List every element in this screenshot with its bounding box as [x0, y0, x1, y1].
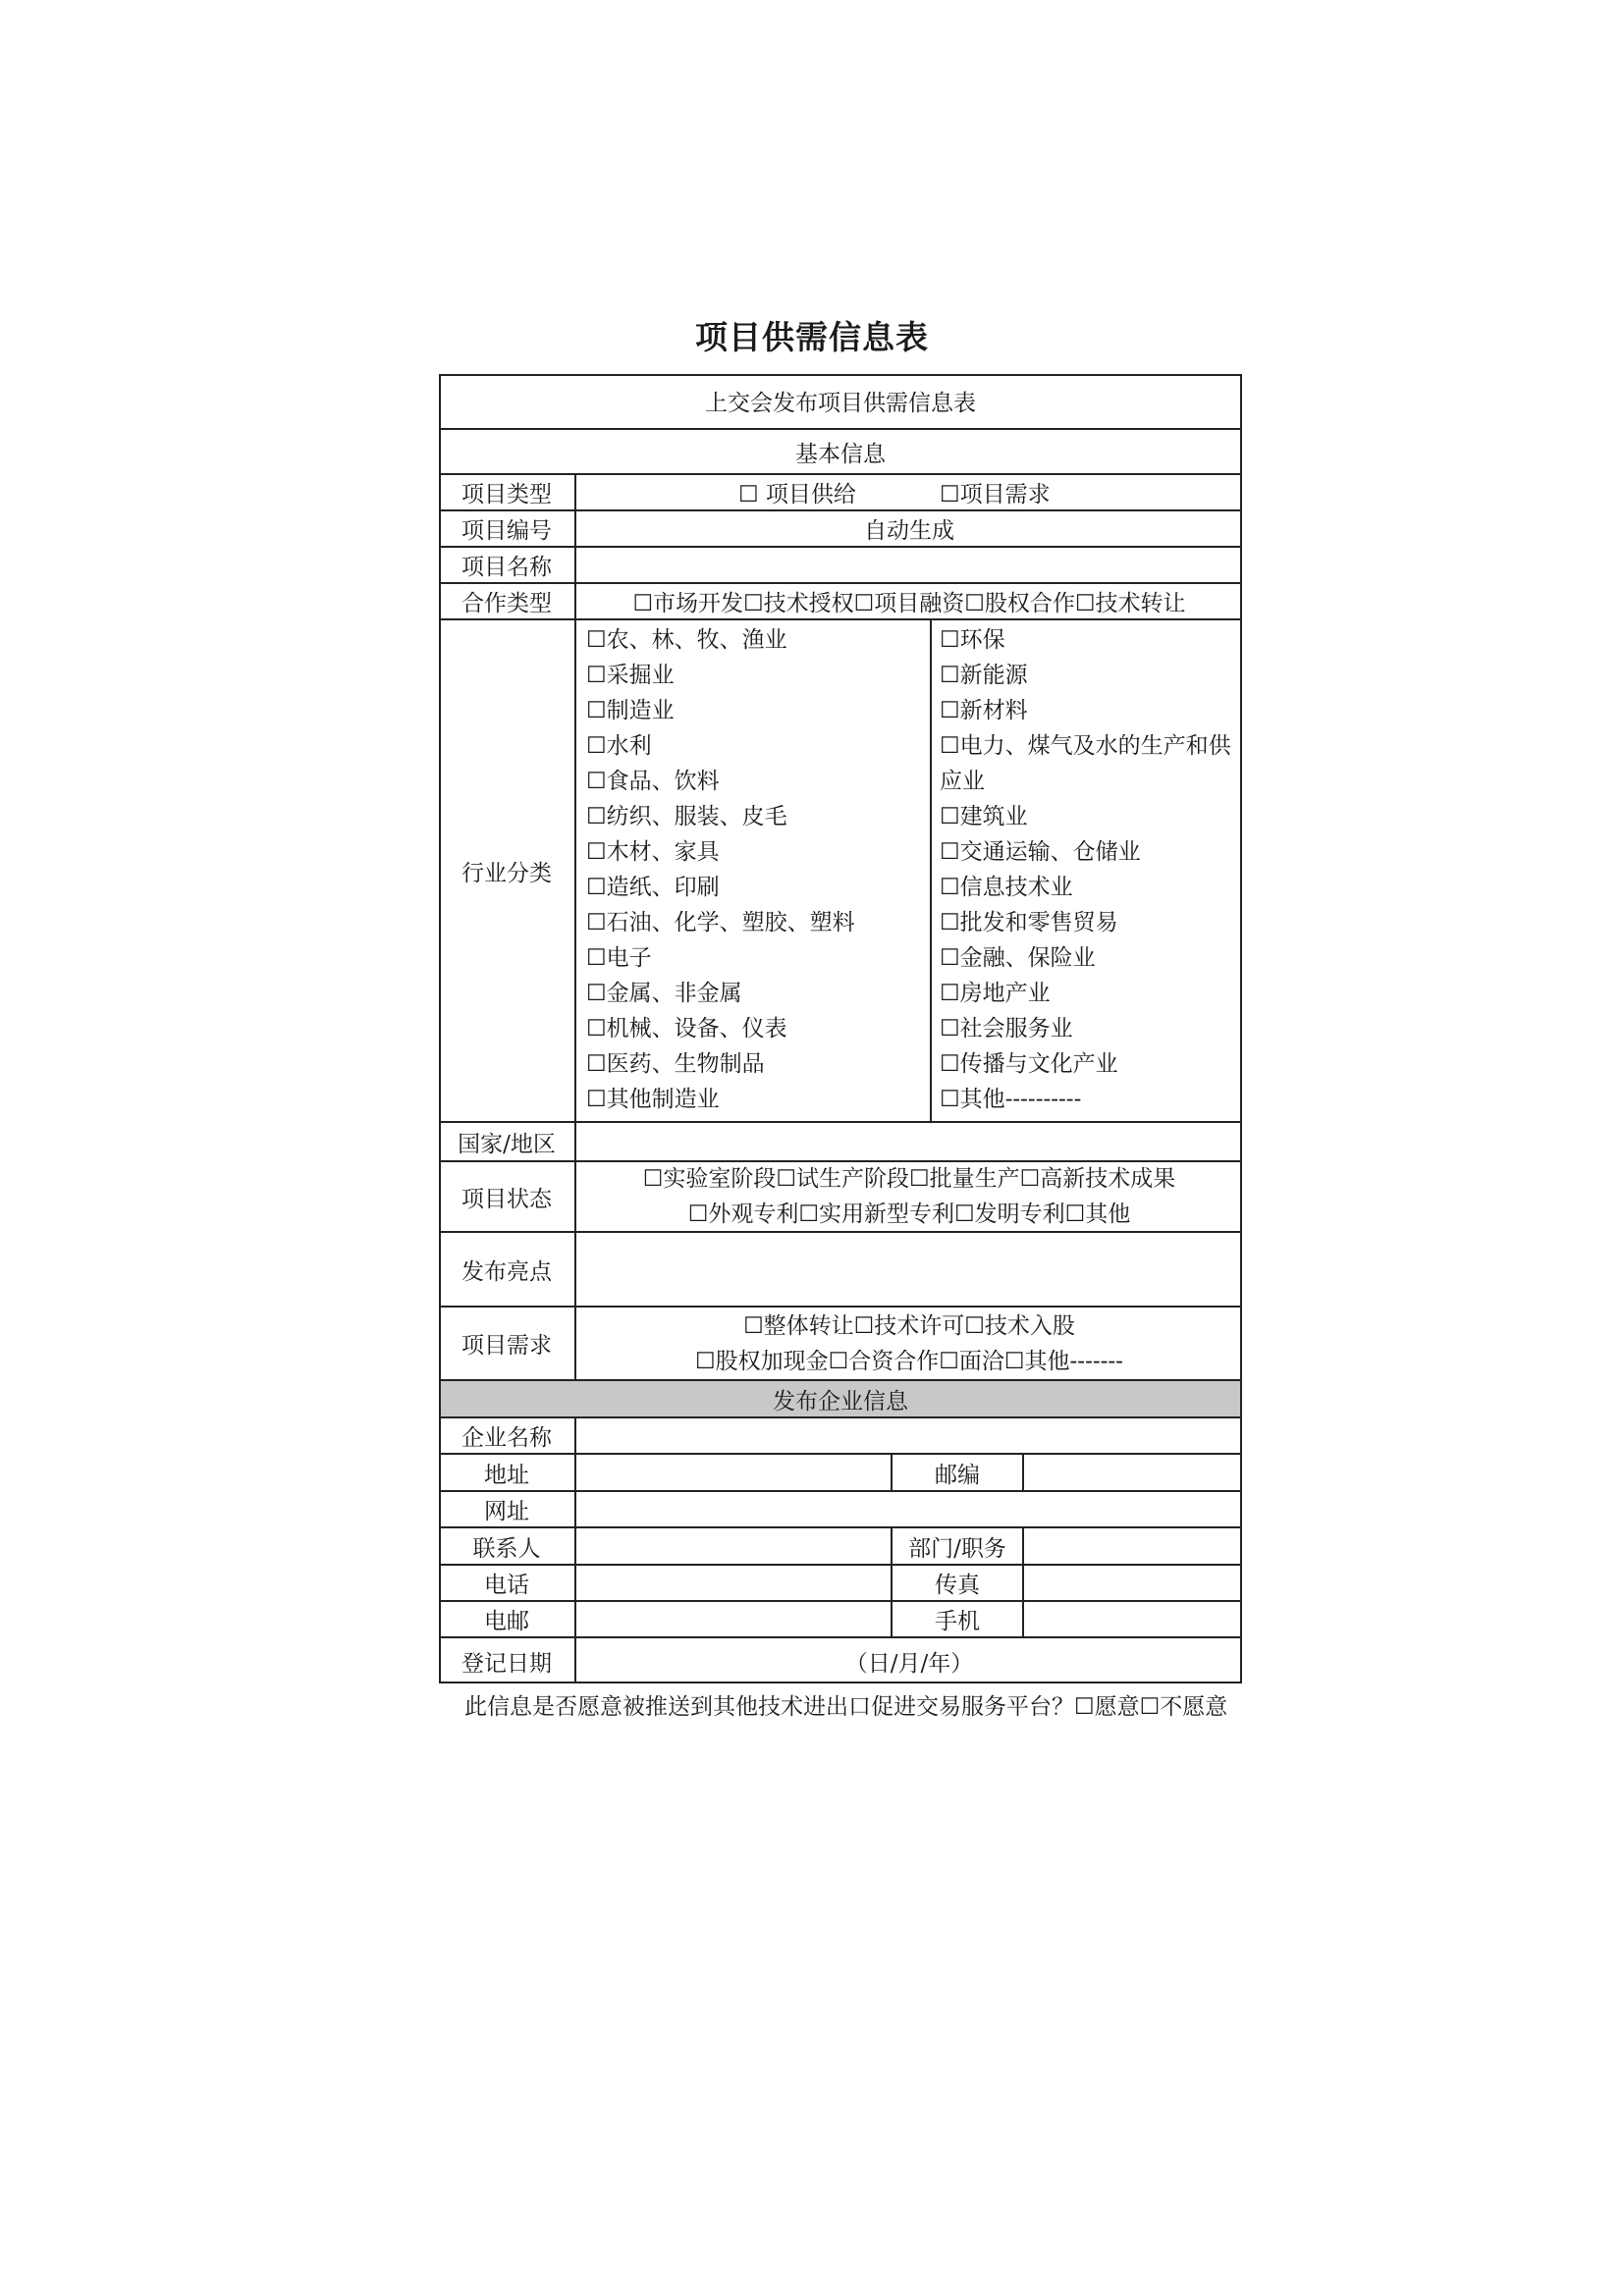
- table-header: 上交会发布项目供需信息表: [705, 391, 976, 416]
- demand-label: 项目需求: [439, 1308, 576, 1379]
- push-consent-question[interactable]: 此信息是否愿意被推送到其他技术进出口促进交易服务平台？☐愿意☐不愿意: [464, 1694, 1228, 1720]
- contact-row: [439, 1526, 1242, 1564]
- industry-option[interactable]: ☐金属、非金属: [586, 981, 742, 1006]
- industry-option[interactable]: ☐电子: [586, 945, 652, 971]
- reg-date-label: 登记日期: [439, 1638, 576, 1683]
- mobile-label: 手机: [893, 1602, 1024, 1636]
- industry-option[interactable]: ☐电力、煤气及水的生产和供: [940, 733, 1231, 759]
- coop-type-row: [439, 582, 1242, 618]
- industry-option[interactable]: ☐水利: [586, 733, 652, 759]
- coop-type-options[interactable]: ☐市场开发☐技术授权☐项目融资☐股权合作☐技术转让: [632, 591, 1186, 616]
- status-options: [576, 1162, 1242, 1231]
- industry-option[interactable]: ☐环保: [940, 627, 1005, 653]
- option-project-demand[interactable]: ☐项目需求: [940, 482, 1051, 507]
- project-type-row: [439, 473, 1242, 509]
- country-label: 国家/地区: [439, 1123, 576, 1160]
- highlight-row: [439, 1231, 1242, 1306]
- contact-label: 联系人: [439, 1528, 576, 1564]
- industry-option-cont: 应业: [940, 769, 985, 794]
- industry-option[interactable]: ☐房地产业: [940, 981, 1051, 1006]
- website-label: 网址: [439, 1492, 576, 1526]
- project-type-label: 项目类型: [439, 475, 576, 509]
- reg-date-field[interactable]: （日/月/年）: [844, 1650, 974, 1677]
- postcode-label: 邮编: [893, 1455, 1024, 1490]
- company-name-field[interactable]: [576, 1418, 1242, 1453]
- status-options-line2[interactable]: ☐外观专利☐实用新型专利☐发明专利☐其他: [687, 1201, 1131, 1227]
- industry-column-divider: [930, 620, 932, 1121]
- reg-date-row: [439, 1636, 1242, 1683]
- industry-option[interactable]: ☐石油、化学、塑胶、塑料: [586, 910, 855, 935]
- demand-options-line2[interactable]: ☐股权加现金☐合资合作☐面洽☐其他-------: [695, 1348, 1123, 1374]
- status-row: [439, 1160, 1242, 1231]
- industry-option[interactable]: ☐传播与文化产业: [940, 1051, 1118, 1077]
- document-title: 项目供需信息表: [695, 318, 929, 356]
- industry-option[interactable]: ☐社会服务业: [940, 1016, 1073, 1041]
- email-field[interactable]: [576, 1602, 893, 1636]
- industry-option[interactable]: ☐其他----------: [940, 1087, 1082, 1112]
- phone-row: [439, 1564, 1242, 1600]
- dept-label: 部门/职务: [893, 1528, 1024, 1564]
- address-label: 地址: [439, 1455, 576, 1490]
- industry-left-list: [586, 622, 855, 1117]
- website-row: [439, 1490, 1242, 1526]
- industry-option[interactable]: ☐新材料: [940, 698, 1028, 723]
- status-options-line1[interactable]: ☐实验室阶段☐试生产阶段☐批量生产☐高新技术成果: [642, 1166, 1176, 1192]
- industry-option[interactable]: ☐采掘业: [586, 663, 675, 688]
- industry-option[interactable]: ☐其他制造业: [586, 1087, 720, 1112]
- section-basic-info: 基本信息: [795, 441, 886, 467]
- address-row: [439, 1453, 1242, 1490]
- industry-option[interactable]: ☐食品、饮料: [586, 769, 720, 794]
- project-name-row: [439, 546, 1242, 582]
- country-field[interactable]: [576, 1123, 1242, 1160]
- phone-label: 电话: [439, 1566, 576, 1600]
- fax-label: 传真: [893, 1566, 1024, 1600]
- option-project-supply[interactable]: ☐ 项目供给: [738, 482, 856, 507]
- industry-option[interactable]: ☐建筑业: [940, 804, 1028, 829]
- email-row: [439, 1600, 1242, 1636]
- industry-option[interactable]: ☐制造业: [586, 698, 675, 723]
- phone-field[interactable]: [576, 1566, 893, 1600]
- industry-row: [439, 618, 1242, 1121]
- industry-right-list: [940, 622, 1231, 1117]
- table-header-row: [439, 374, 1242, 428]
- mobile-field[interactable]: [1024, 1602, 1242, 1636]
- email-label: 电邮: [439, 1602, 576, 1636]
- industry-option[interactable]: ☐批发和零售贸易: [940, 910, 1118, 935]
- address-field[interactable]: [576, 1455, 893, 1490]
- industry-option[interactable]: ☐机械、设备、仪表: [586, 1016, 787, 1041]
- contact-field[interactable]: [576, 1528, 893, 1564]
- industry-option[interactable]: ☐木材、家具: [586, 839, 720, 865]
- project-no-value: 自动生成: [864, 518, 954, 544]
- industry-option[interactable]: ☐农、林、牧、渔业: [586, 627, 787, 653]
- industry-option[interactable]: ☐造纸、印刷: [586, 875, 720, 900]
- industry-option[interactable]: ☐交通运输、仓储业: [940, 839, 1141, 865]
- dept-field[interactable]: [1024, 1528, 1242, 1564]
- company-info-row: [439, 1379, 1242, 1416]
- country-row: [439, 1121, 1242, 1160]
- coop-type-label: 合作类型: [439, 584, 576, 618]
- basic-info-row: [439, 428, 1242, 473]
- industry-option[interactable]: ☐信息技术业: [940, 875, 1073, 900]
- demand-options: [576, 1308, 1242, 1379]
- status-label: 项目状态: [439, 1162, 576, 1231]
- postcode-field[interactable]: [1024, 1455, 1242, 1490]
- industry-label: 行业分类: [439, 620, 576, 1121]
- industry-option[interactable]: ☐纺织、服装、皮毛: [586, 804, 787, 829]
- highlight-field[interactable]: [576, 1233, 1242, 1306]
- project-no-label: 项目编号: [439, 511, 576, 546]
- industry-option[interactable]: ☐金融、保险业: [940, 945, 1096, 971]
- fax-field[interactable]: [1024, 1566, 1242, 1600]
- project-type-options: [576, 475, 1242, 509]
- demand-options-line1[interactable]: ☐整体转让☐技术许可☐技术入股: [743, 1312, 1075, 1339]
- demand-row: [439, 1306, 1242, 1379]
- info-form-table: [439, 374, 1242, 1683]
- highlight-label: 发布亮点: [439, 1233, 576, 1306]
- project-name-field[interactable]: [576, 548, 1242, 582]
- industry-option[interactable]: ☐新能源: [940, 663, 1028, 688]
- company-name-label: 企业名称: [439, 1418, 576, 1453]
- industry-option[interactable]: ☐医药、生物制品: [586, 1051, 765, 1077]
- project-name-label: 项目名称: [439, 548, 576, 582]
- project-no-row: [439, 509, 1242, 546]
- section-company-info: 发布企业信息: [773, 1388, 908, 1415]
- website-field[interactable]: [576, 1492, 1242, 1526]
- company-name-row: [439, 1416, 1242, 1453]
